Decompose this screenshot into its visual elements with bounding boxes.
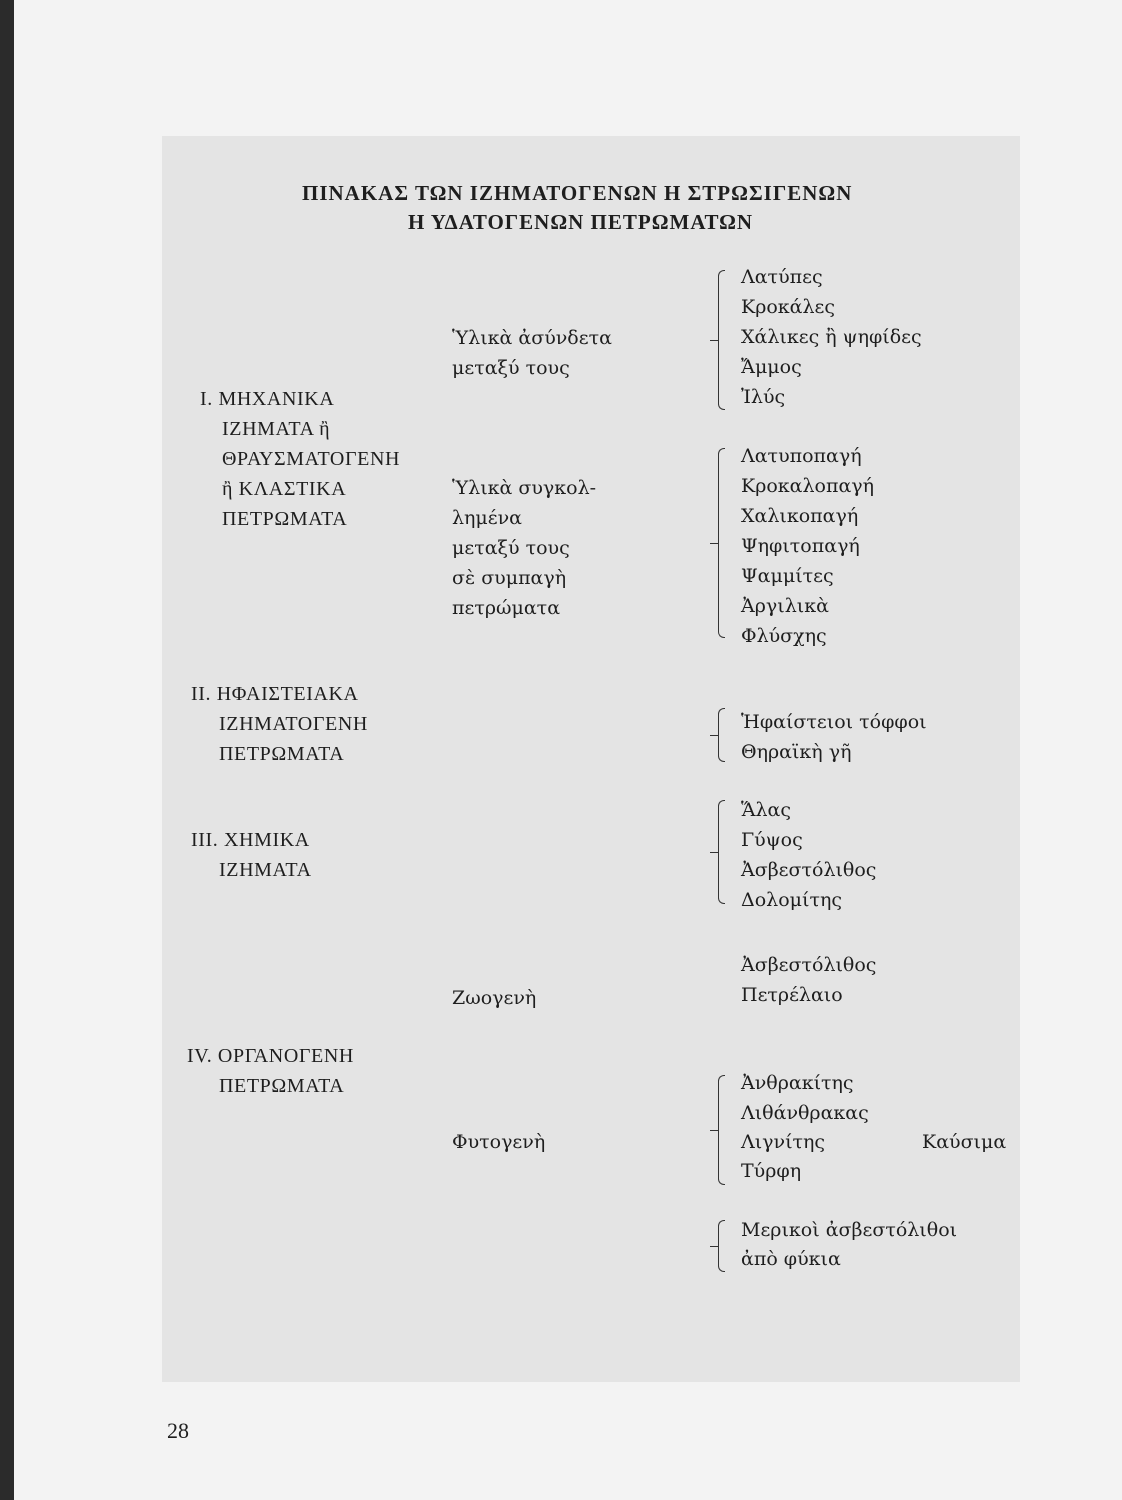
cemented-item: Λατυποπαγή <box>741 445 862 467</box>
fuel-item: Ἀνθρακίτης <box>741 1072 854 1094</box>
phytogenic-label: Φυτογενὴ <box>452 1131 546 1153</box>
cemented-materials-label-line-5: πετρώματα <box>452 597 561 619</box>
brace-volcanic <box>718 708 725 762</box>
group-3-label-line-1: III. ΧΗΜΙΚΑ <box>191 829 310 851</box>
brace-cemented <box>718 448 725 638</box>
fuel-item: Λιγνίτης <box>741 1131 826 1153</box>
brace-algae-limestones <box>718 1220 725 1272</box>
group-4-label-line-1: IV. ΟΡΓΑΝΟΓΕΝΗ <box>187 1045 354 1067</box>
loose-item: Λατύπες <box>741 266 823 288</box>
fuels-label: Καύσιμα <box>922 1131 1007 1153</box>
algae-limestone-line: ἀπὸ φύκια <box>741 1248 841 1270</box>
group-2-label-line-3: ΠΕΤΡΩΜΑΤΑ <box>219 743 345 765</box>
group-1-label-line-1: I. ΜΗΧΑΝΙΚΑ <box>200 388 335 410</box>
group-2-label-line-1: II. ΗΦΑΙΣΤΕΙΑΚΑ <box>191 683 359 705</box>
brace-fuels <box>718 1075 725 1185</box>
algae-limestone-line: Μερικοὶ ἀσβεστόλιθοι <box>741 1219 958 1241</box>
chemical-item: Δολομίτης <box>741 889 842 911</box>
cemented-item: Ψηφιτοπαγή <box>741 535 860 557</box>
zoogenic-label: Ζωογενὴ <box>452 987 537 1009</box>
cemented-materials-label-line-2: λημένα <box>452 507 522 529</box>
title-line-2: Η ΥΔΑΤΟΓΕΝΩΝ ΠΕΤΡΩΜΑΤΩΝ <box>408 210 754 234</box>
loose-item: Ἄμμος <box>741 356 802 378</box>
cemented-item: Φλύσχης <box>741 625 827 647</box>
fuel-item: Τύρφη <box>741 1160 802 1182</box>
brace-chemical <box>718 800 725 904</box>
group-4-label-line-2: ΠΕΤΡΩΜΑΤΑ <box>219 1075 345 1097</box>
group-1-label-line-2: ΙΖΗΜΑΤΑ ἢ <box>222 418 331 440</box>
brace-loose <box>718 270 725 410</box>
cemented-item: Ἀργιλικὰ <box>741 595 829 617</box>
fuel-item: Λιθάνθρακας <box>741 1102 869 1124</box>
group-2-label-line-2: ΙΖΗΜΑΤΟΓΕΝΗ <box>219 713 368 735</box>
group-1-label-line-3: ΘΡΑΥΣΜΑΤΟΓΕΝΗ <box>222 448 401 470</box>
cemented-item: Κροκαλοπαγή <box>741 475 875 497</box>
chemical-item: Ἀσβεστόλιθος <box>741 859 877 881</box>
cemented-item: Ψαμμίτες <box>741 565 834 587</box>
group-1-label-line-4: ἢ ΚΛΑΣΤΙΚΑ <box>222 478 347 500</box>
cemented-item: Χαλικοπαγή <box>741 505 859 527</box>
zoogenic-item: Πετρέλαιο <box>741 984 843 1006</box>
group-3-label-line-2: ΙΖΗΜΑΤΑ <box>219 859 312 881</box>
group-1-label-line-5: ΠΕΤΡΩΜΑΤΑ <box>222 508 348 530</box>
cemented-materials-label-line-4: σὲ συμπαγὴ <box>452 567 567 589</box>
cemented-materials-label-line-3: μεταξύ τους <box>452 537 570 559</box>
loose-item: Χάλικες ἢ ψηφίδες <box>741 326 922 348</box>
volcanic-item: Ἡφαίστειοι τόφφοι <box>741 711 927 733</box>
chemical-item: Γύψος <box>741 829 803 851</box>
page-number: 28 <box>167 1418 189 1443</box>
loose-materials-label-line-1: Ὑλικὰ ἀσύνδετα <box>452 327 612 349</box>
loose-item: Κροκάλες <box>741 296 836 318</box>
volcanic-item: Θηραϊκὴ γῆ <box>741 741 852 763</box>
chemical-item: Ἅλας <box>741 799 792 821</box>
title-line-1: ΠΙΝΑΚΑΣ ΤΩΝ ΙΖΗΜΑΤΟΓΕΝΩΝ Η ΣΤΡΩΣΙΓΕΝΩΝ <box>302 181 853 205</box>
cemented-materials-label-line-1: Ὑλικὰ συγκολ- <box>452 477 597 499</box>
loose-item: Ἰλύς <box>741 386 786 408</box>
zoogenic-item: Ἀσβεστόλιθος <box>741 954 877 976</box>
loose-materials-label-line-2: μεταξύ τους <box>452 357 570 379</box>
